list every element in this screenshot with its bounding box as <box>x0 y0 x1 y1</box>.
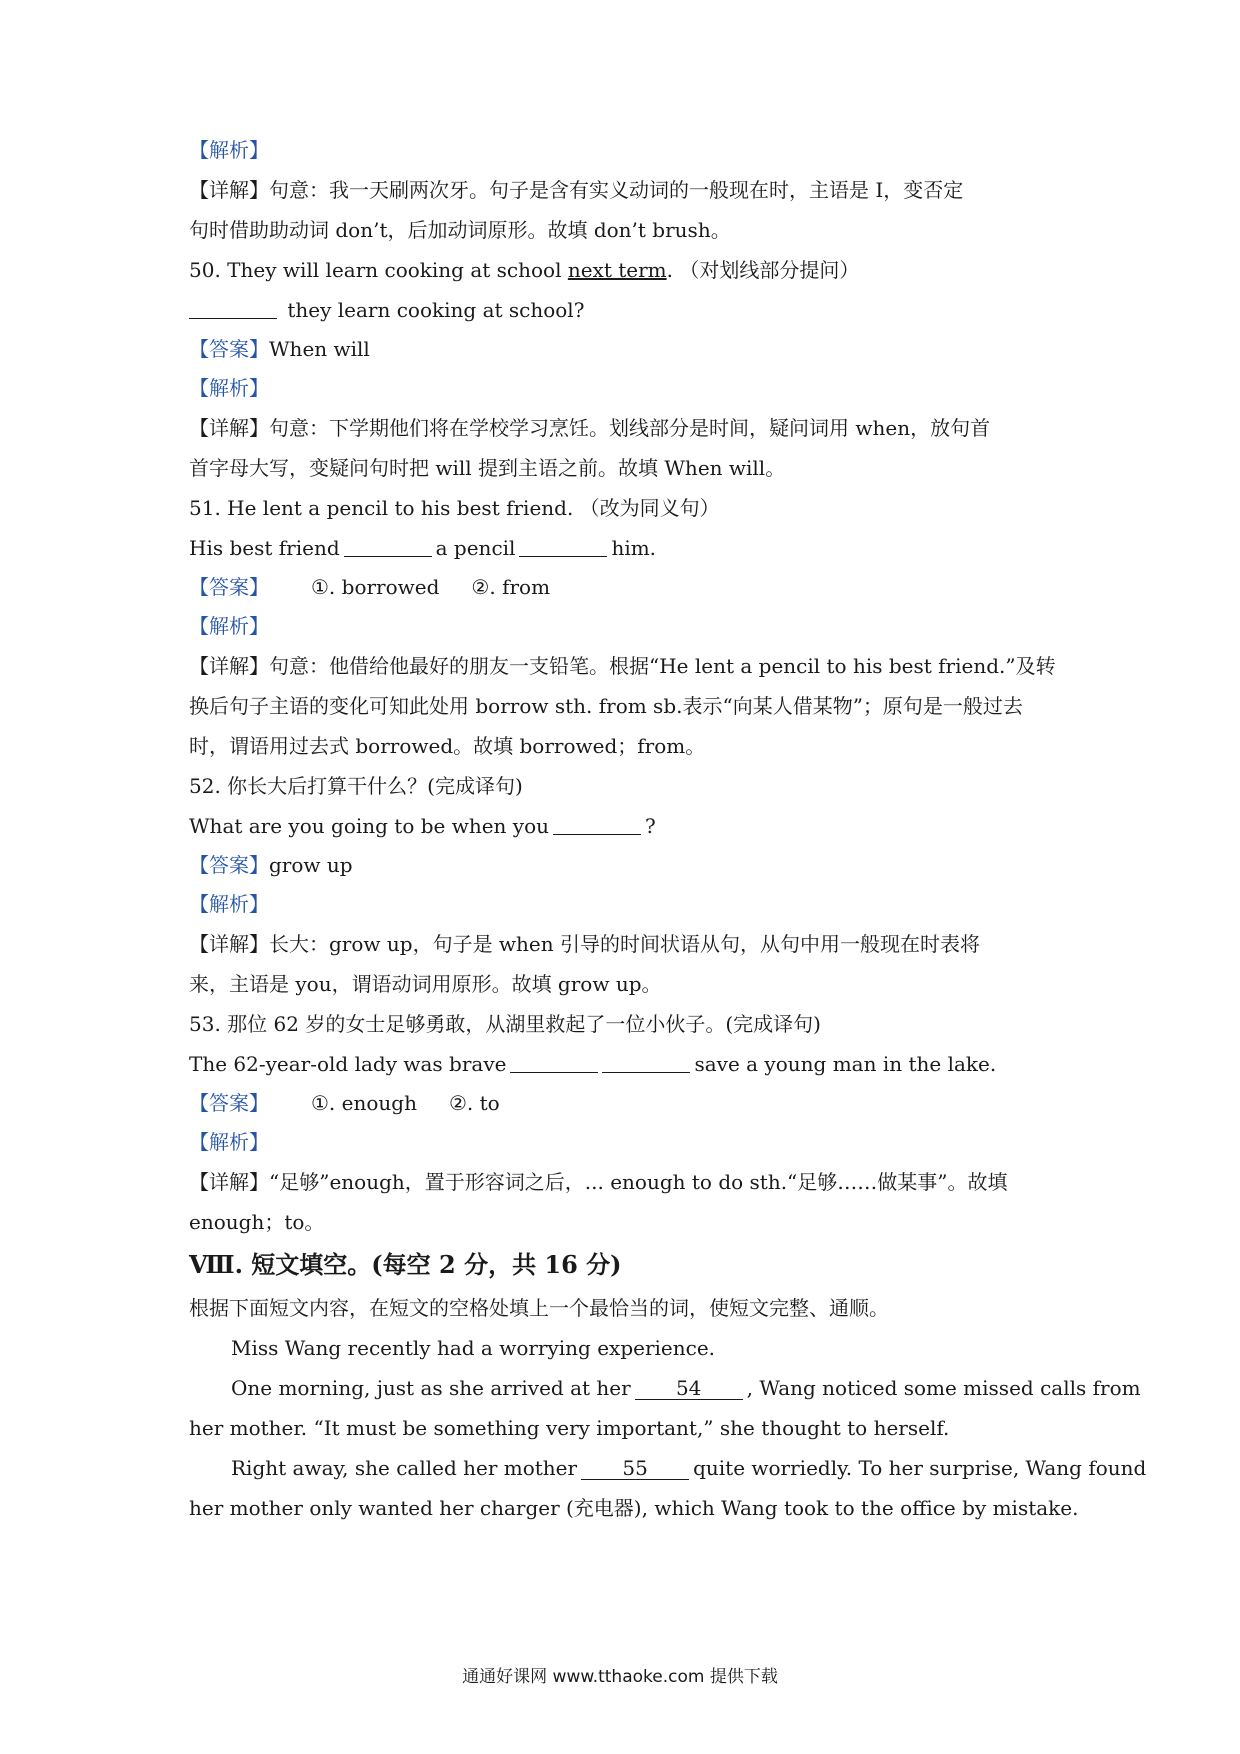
q50-answer: 【答案】When will <box>189 337 370 361</box>
q53-analysis-label <box>189 1122 1059 1162</box>
answer-blank <box>519 534 607 557</box>
q49-detail-line1: 【详解】句意：我一天刷两次牙。句子是含有实义动词的一般现在时，主语是 I，变否定 <box>189 178 964 202</box>
answer-blank <box>344 534 432 557</box>
q51-prompt: 51. He lent a pencil to his best friend. （改为同义句） <box>189 496 720 520</box>
q52-prompt: 52. 你长大后打算干什么？(完成译句) <box>189 774 523 798</box>
q50-detail-line1: 【详解】句意：下学期他们将在学校学习烹饪。划线部分是时间，疑问词用 when，放句首 <box>189 416 991 440</box>
detail-tag: 【详解】 <box>189 654 269 678</box>
analysis-tag: 【解析】 <box>189 376 269 400</box>
section-instruction: 根据下面短文内容，在短文的空格处填上一个最恰当的词，使短文完整、通顺。 <box>189 1296 889 1320</box>
detail-tag: 【详解】 <box>189 1170 269 1194</box>
answer-tag: 【答案】 <box>189 853 269 877</box>
passage-blank-54: 54 <box>635 1377 743 1400</box>
q50-fill: they learn cooking at school? <box>189 290 1059 330</box>
q53-fill: The 62-year-old lady was brave save a young man in the lake. <box>189 1052 997 1076</box>
q53-prompt: 53. 那位 62 岁的女士足够勇敢，从湖里救起了一位小伙子。(完成译句) <box>189 1012 821 1036</box>
q51-detail-line3: 时，谓语用过去式 borrowed。故填 borrowed；from。 <box>189 734 706 758</box>
detail-tag: 【详解】 <box>189 416 269 440</box>
passage-paragraph-3: Right away, she called her mother 55 quite worriedly. To her surprise, Wang found <box>231 1456 1147 1480</box>
q50-analysis-label <box>189 368 1059 408</box>
q49-analysis-label <box>189 130 1059 170</box>
answer-tag: 【答案】 <box>189 575 269 599</box>
q49-detail-line2: 句时借助助动词 don’t，后加动词原形。故填 don’t brush。 <box>189 218 731 242</box>
answer-tag: 【答案】 <box>189 337 269 361</box>
underlined-phrase: next term <box>567 258 667 282</box>
section-heading: Ⅷ. 短文填空。(每空 2 分，共 16 分) <box>189 1250 622 1279</box>
q52-analysis-label <box>189 884 1059 924</box>
q52-detail-line1: 【详解】长大：grow up，句子是 when 引导的时间状语从句，从句中用一般现在时表将 <box>189 932 980 956</box>
document-body <box>189 130 1147 1528</box>
analysis-tag: 【解析】 <box>189 138 269 162</box>
q53-detail-line2: enough；to。 <box>189 1210 325 1234</box>
analysis-tag: 【解析】 <box>189 614 269 638</box>
answer-blank <box>189 296 277 319</box>
passage-paragraph-1: Miss Wang recently had a worrying experience. <box>231 1336 716 1360</box>
answer-blank <box>510 1050 598 1073</box>
q53-answer: 【答案】 ①. enough ②. to <box>189 1091 500 1115</box>
passage-paragraph-3-cont: her mother only wanted her charger (充电器), which Wang took to the office by mistake. <box>189 1496 1079 1520</box>
detail-tag: 【详解】 <box>189 932 269 956</box>
q51-analysis-label <box>189 606 1059 646</box>
answer-blank <box>553 812 641 835</box>
passage-blank-55: 55 <box>581 1457 689 1480</box>
passage-paragraph-2: One morning, just as she arrived at her 54 , Wang noticed some missed calls from <box>231 1376 1141 1400</box>
analysis-tag: 【解析】 <box>189 1130 269 1154</box>
q50-prompt: 50. They will learn cooking at school next term. （对划线部分提问） <box>189 258 860 282</box>
q51-detail-line2: 换后句子主语的变化可知此处用 borrow sth. from sb.表示“向某人借某物”；原句是一般过去 <box>189 694 1023 718</box>
answer-blank <box>602 1050 690 1073</box>
q51-answer: 【答案】 ①. borrowed ②. from <box>189 575 551 599</box>
q51-fill: His best friend a pencil him. <box>189 536 657 560</box>
page-footer: 通通好课网 www.tthaoke.com 提供下载 <box>462 1667 778 1687</box>
q52-fill: What are you going to be when you ? <box>189 814 656 838</box>
q51-detail-line1: 【详解】句意：他借给他最好的朋友一支铅笔。根据“He lent a pencil to his best friend.”及转 <box>189 654 1056 678</box>
answer-tag: 【答案】 <box>189 1091 269 1115</box>
q52-detail-line2: 来，主语是 you，谓语动词用原形。故填 grow up。 <box>189 972 662 996</box>
q52-answer: 【答案】grow up <box>189 853 353 877</box>
analysis-tag: 【解析】 <box>189 892 269 916</box>
q50-detail-line2: 首字母大写，变疑问句时把 will 提到主语之前。故填 When will。 <box>189 456 786 480</box>
q53-detail-line1: 【详解】“足够”enough，置于形容词之后，... enough to do sth.“足够……做某事”。故填 <box>189 1170 1008 1194</box>
detail-tag: 【详解】 <box>189 178 269 202</box>
passage-paragraph-2-cont: her mother. “It must be something very important,” she thought to herself. <box>189 1416 950 1440</box>
